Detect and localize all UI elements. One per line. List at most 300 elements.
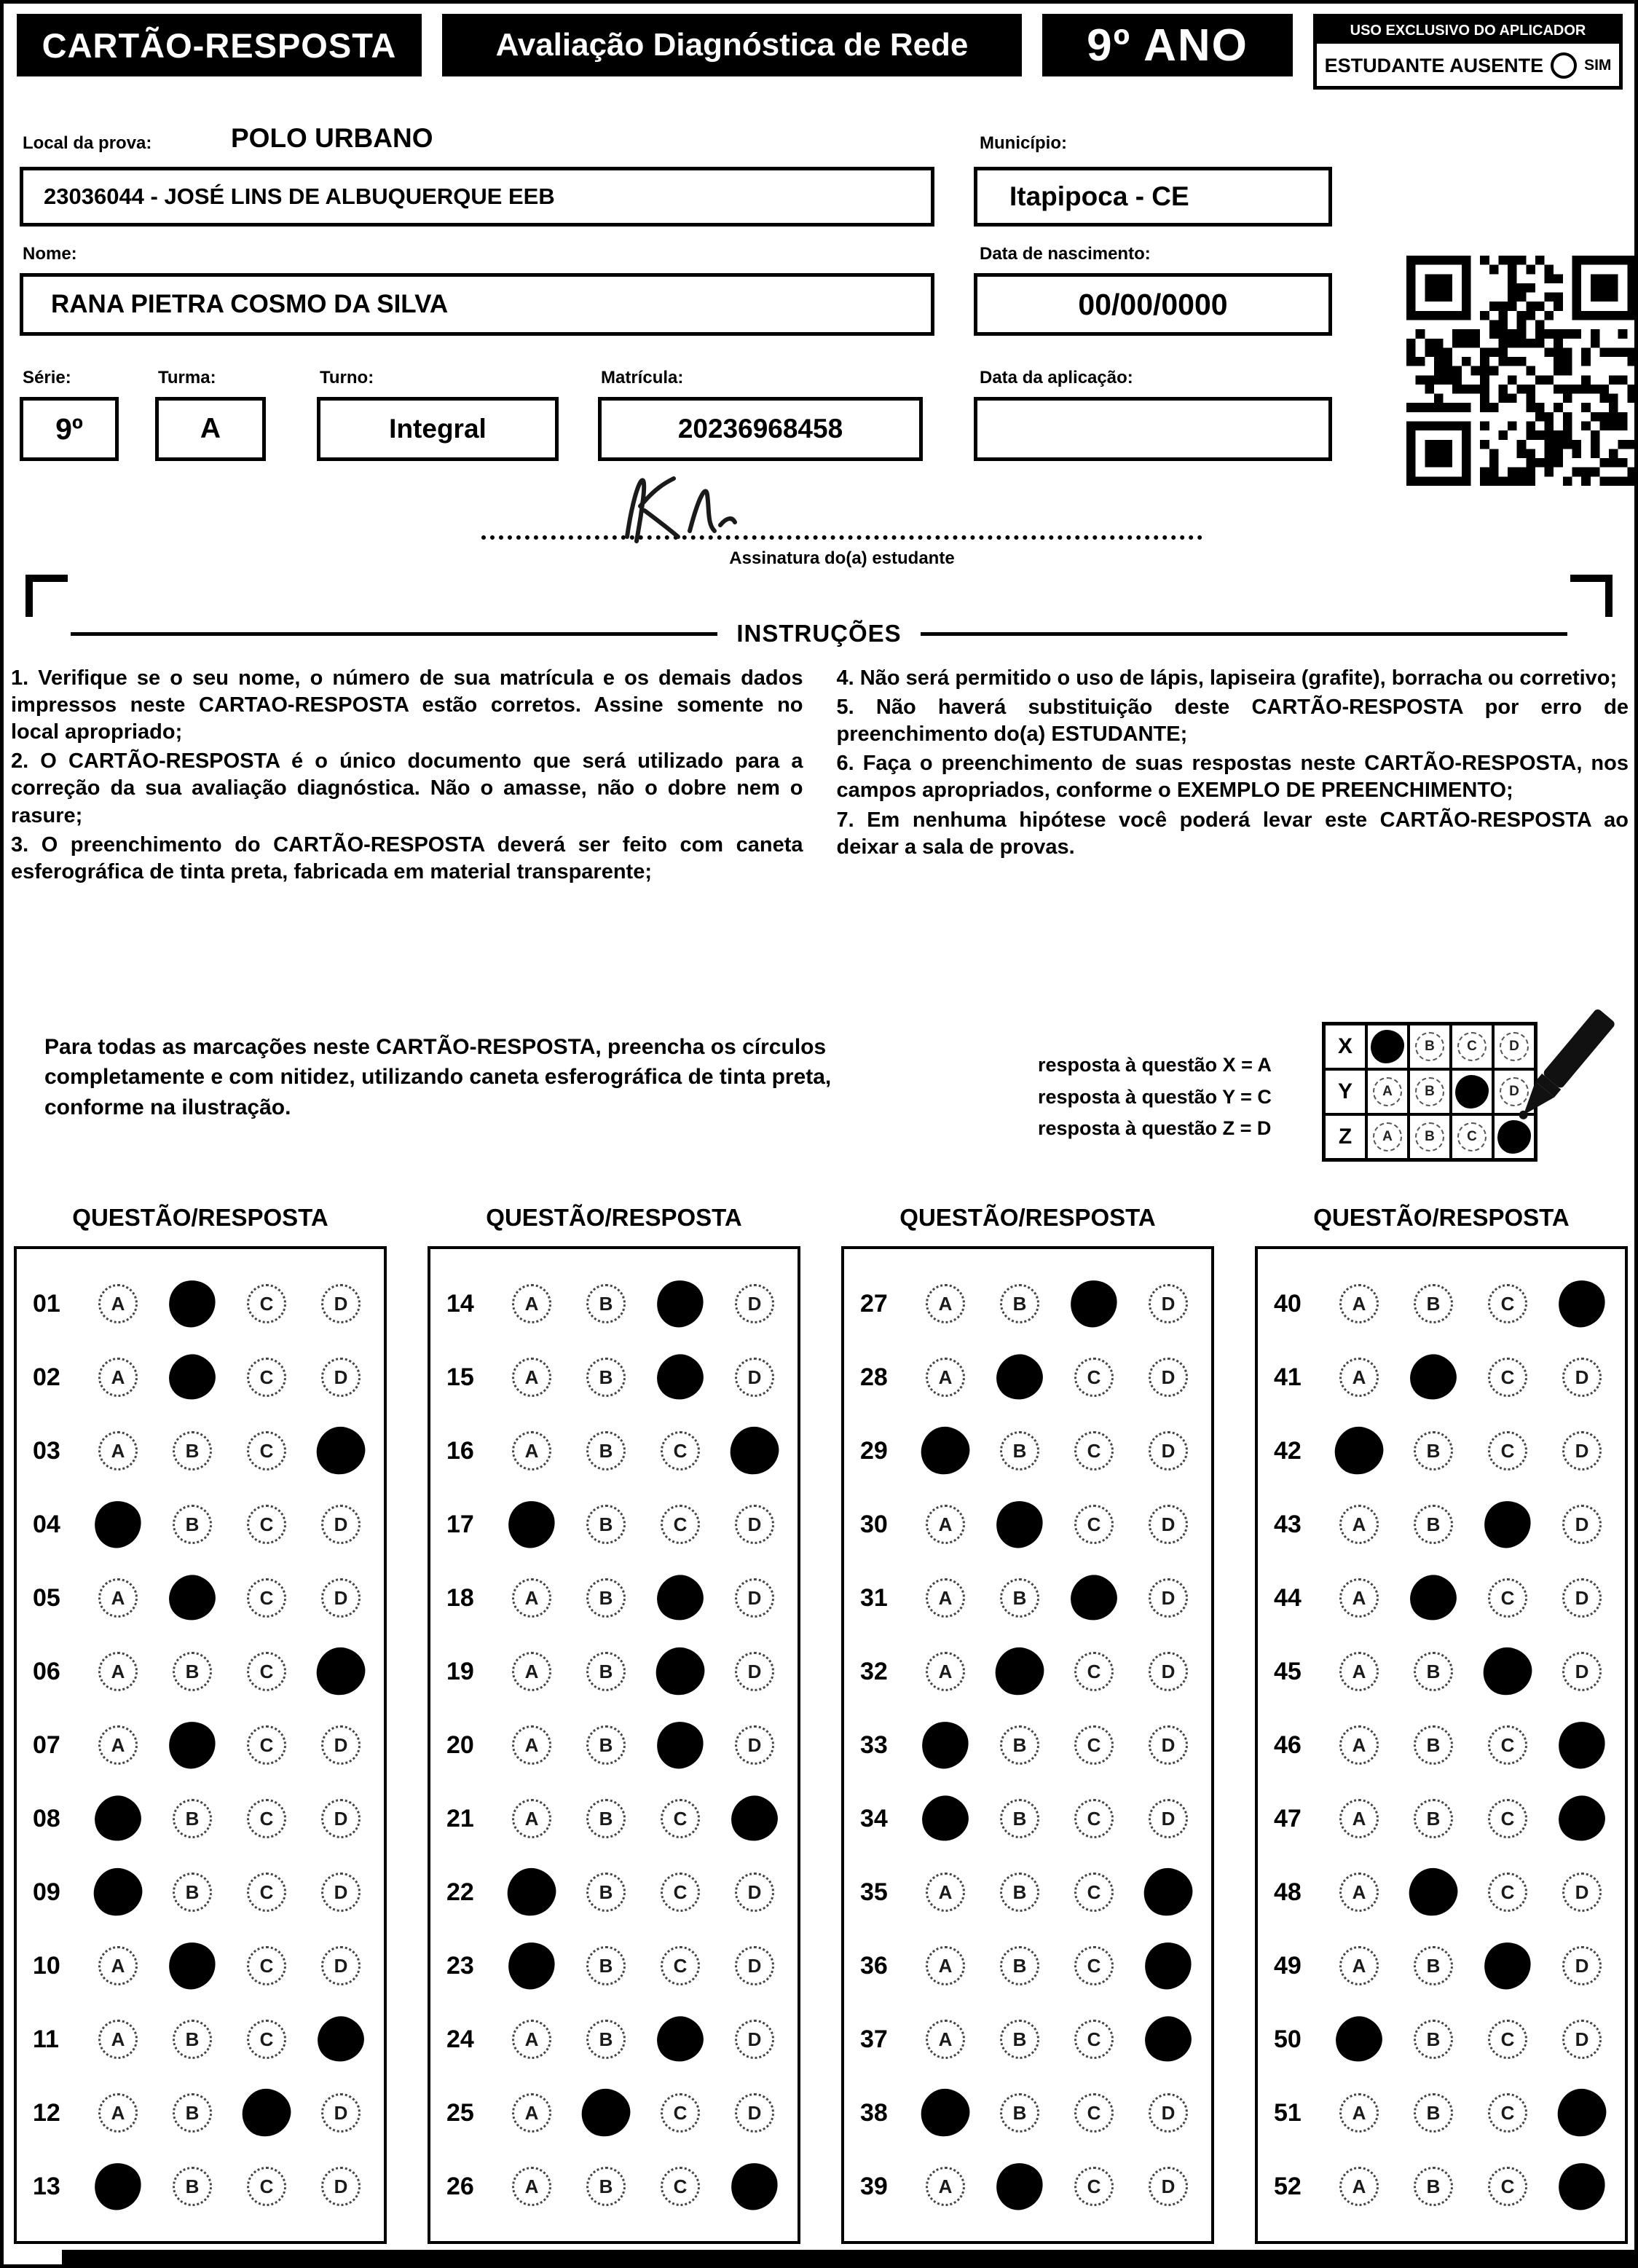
answer-bubble-d[interactable]: D [321,1505,361,1544]
answer-bubble-d[interactable]: D [321,2093,361,2133]
answer-bubble-c[interactable]: C [1074,2167,1114,2206]
answer-bubble-d[interactable]: D [321,1578,361,1618]
filled-bubble-a[interactable] [1329,2009,1390,2070]
turno-field[interactable]: Integral [317,397,559,461]
answer-slot-08-a [81,1794,155,1843]
filled-bubble-c[interactable] [237,2084,296,2142]
filled-bubble-a[interactable] [918,1718,972,1772]
answer-bubble-a[interactable]: A [926,2020,965,2059]
answer-slot-26-c [643,2162,717,2211]
nascimento-field[interactable]: 00/00/0000 [974,273,1332,336]
filled-bubble-d[interactable] [1555,2159,1609,2213]
answer-bubble-a[interactable]: A [1339,1578,1379,1618]
answer-bubble-b[interactable]: B [1414,1431,1453,1470]
question-row-29 [860,1426,1211,1476]
question-number: 10 [33,1951,60,1980]
answer-bubble-a[interactable]: A [98,1431,138,1470]
filled-bubble-b[interactable] [1403,1568,1464,1629]
answer-bubble-a[interactable]: A [1339,1799,1379,1838]
answer-bubble-d[interactable]: D [1562,1946,1602,1985]
answer-bubble-c[interactable]: C [247,2167,286,2206]
answer-bubble-b[interactable]: B [173,2093,212,2133]
answer-slot-36-d [1131,1941,1205,1991]
serie-field[interactable]: 9º [20,397,119,461]
answer-bubble-a[interactable]: A [512,1578,551,1618]
answer-bubble-a[interactable]: A [1339,1505,1379,1544]
answer-slot-21-d [717,1794,792,1843]
answer-bubble-c[interactable]: C [247,1284,286,1323]
answer-column-header: QUESTÃO/RESPOSTA [486,1204,742,1231]
filled-bubble-b[interactable] [165,1718,219,1772]
filled-bubble-d[interactable] [1138,2009,1199,2070]
answer-bubble-c[interactable]: C [1074,2020,1114,2059]
filled-bubble-c[interactable] [1064,1568,1125,1629]
answer-bubble-c[interactable]: C [661,1431,700,1470]
answer-bubble-b[interactable]: B [586,1284,626,1323]
answer-bubble-b[interactable]: B [173,1799,212,1838]
question-row-48 [1274,1867,1625,1917]
answer-bubble-a[interactable]: A [1339,2167,1379,2206]
question-number: 20 [446,1730,474,1759]
answer-bubble-a[interactable]: A [512,1799,551,1838]
answer-bubble-b[interactable]: B [1000,2093,1039,2133]
answer-bubble-b[interactable]: B [586,1946,626,1985]
question-row-21 [446,1794,798,1843]
answer-slot-52-d [1545,2162,1619,2211]
answer-bubble-d[interactable]: D [321,1799,361,1838]
answer-bubble-d[interactable]: D [1562,1505,1602,1544]
filled-bubble-a[interactable] [505,1497,559,1551]
answer-bubble-c[interactable]: C [247,1652,286,1691]
question-number: 15 [446,1363,474,1391]
answer-bubble-c[interactable]: C [1488,1725,1527,1765]
answer-bubble-b[interactable]: B [1414,1284,1453,1323]
answer-bubble-a[interactable]: A [926,1505,965,1544]
answer-bubble-a[interactable]: A [512,1358,551,1397]
answer-bubble-c[interactable]: C [1488,2020,1527,2059]
answer-bubble-a[interactable]: A [1339,1725,1379,1765]
answer-bubble-c[interactable]: C [661,2167,700,2206]
answer-slot-33-a [908,1720,983,1770]
answer-bubble-c[interactable]: C [247,1946,286,1985]
answer-bubble-d[interactable]: D [321,1358,361,1397]
answer-bubble-d[interactable]: D [321,1725,361,1765]
example-legend-line: resposta à questão X = A [1038,1054,1272,1076]
filled-bubble-c[interactable] [650,2009,711,2070]
answer-bubble-b[interactable]: B [1000,1873,1039,1912]
filled-bubble-d[interactable] [312,1642,370,1701]
answer-slot-41-b [1396,1352,1470,1402]
turma-field[interactable]: A [155,397,266,461]
answer-bubble-b[interactable]: B [1414,2093,1453,2133]
filled-bubble-a[interactable] [91,1497,145,1551]
filled-bubble-b[interactable] [577,2084,635,2142]
answer-slot-09-d [304,1867,378,1917]
answer-slot-03-c [229,1426,304,1476]
answer-bubble-a[interactable]: A [926,1284,965,1323]
filled-bubble-b[interactable] [1404,1863,1462,1921]
answer-bubble-d[interactable]: D [1149,1652,1188,1691]
filled-bubble-d[interactable] [1139,1863,1197,1921]
answer-slot-15-c [643,1352,717,1402]
question-row-37 [860,2015,1211,2064]
question-row-26 [446,2162,798,2211]
answer-bubble-a[interactable]: A [512,1431,551,1470]
answer-slot-49-a [1322,1941,1396,1991]
answer-slot-37-c [1057,2015,1131,2064]
answer-slot-02-b [155,1352,229,1402]
answer-bubble-c[interactable]: C [1488,1284,1527,1323]
filled-bubble-b[interactable] [991,1642,1049,1701]
answer-bubble-d[interactable]: D [1562,1358,1602,1397]
answer-bubble-c[interactable]: C [247,1505,286,1544]
filled-bubble-c[interactable] [1478,1642,1537,1701]
answer-slot-21-b [569,1794,643,1843]
answer-slot-17-b [569,1500,643,1549]
answer-bubble-c[interactable]: C [247,1358,286,1397]
answer-bubble-c[interactable]: C [661,1946,700,1985]
filled-bubble-d[interactable] [1553,2084,1611,2142]
answer-slot-50-b [1396,2015,1470,2064]
answer-bubble-a[interactable]: A [926,1578,965,1618]
answer-bubble-b[interactable]: B [586,1358,626,1397]
answer-bubble-a[interactable]: A [98,1725,138,1765]
municipio-label: Município: [980,133,1067,153]
answer-bubble-d[interactable]: D [321,1873,361,1912]
answer-bubble-d[interactable]: D [1562,2020,1602,2059]
filled-bubble-b[interactable] [1403,1347,1464,1408]
answer-bubble-b[interactable]: B [173,1652,212,1691]
answer-bubble-c[interactable]: C [1488,1578,1527,1618]
answer-bubble-a[interactable]: A [98,1358,138,1397]
filled-bubble-d[interactable] [1555,1277,1609,1331]
example-bubble: A [1373,1122,1402,1151]
answer-bubble-c[interactable]: C [1074,1652,1114,1691]
answer-slot-06-b [155,1647,229,1696]
answer-slot-43-b [1396,1500,1470,1549]
answer-slot-23-b [569,1941,643,1991]
answer-bubble-d[interactable]: D [1562,1873,1602,1912]
answer-bubble-c[interactable]: C [247,2020,286,2059]
answer-bubble-a[interactable]: A [1339,1873,1379,1912]
answer-bubble-b[interactable]: B [586,1652,626,1691]
answer-bubble-c[interactable]: C [661,1505,700,1544]
answer-slot-10-a [81,1941,155,1991]
answer-bubble-c[interactable]: C [1074,1799,1114,1838]
answer-bubble-a[interactable]: A [512,1284,551,1323]
filled-bubble-d[interactable] [1552,1789,1613,1849]
answer-bubble-b[interactable]: B [173,2167,212,2206]
answer-bubble-a[interactable]: A [98,1578,138,1618]
answer-bubble-c[interactable]: C [661,1873,700,1912]
answer-bubble-d[interactable]: D [1149,2167,1188,2206]
answer-bubble-d[interactable]: D [1149,1431,1188,1470]
question-row-03 [33,1426,384,1476]
answer-slot-34-b [983,1794,1057,1843]
filled-bubble-d[interactable] [1141,1939,1195,1993]
answer-slot-52-a [1322,2162,1396,2211]
answer-bubble-a[interactable]: A [926,1652,965,1691]
answer-bubble-a[interactable]: A [98,1284,138,1323]
answer-slot-23-d [717,1941,792,1991]
answer-bubble-b[interactable]: B [173,1873,212,1912]
answer-bubble-c[interactable]: C [1488,2093,1527,2133]
example-legend-line: resposta à questão Z = D [1038,1117,1272,1140]
filled-bubble-c[interactable] [650,1347,711,1408]
answer-grid [428,1246,800,2244]
answer-slot-05-b [155,1573,229,1623]
filled-bubble-d[interactable] [725,1789,785,1849]
answer-bubble-d[interactable]: D [735,1358,774,1397]
answer-bubble-b[interactable]: B [1000,1946,1039,1985]
answer-slot-21-a [495,1794,569,1843]
filled-bubble-a[interactable] [505,1939,559,1993]
nome-label: Nome: [23,244,77,264]
question-row-05 [33,1573,384,1623]
answer-bubble-b[interactable]: B [173,2020,212,2059]
question-number: 40 [1274,1289,1302,1318]
filled-bubble-c[interactable] [1067,1277,1121,1331]
filled-bubble-d[interactable] [1555,1718,1609,1772]
question-row-14 [446,1279,798,1328]
answer-slot-11-c [229,2015,304,2064]
answer-bubble-b[interactable]: B [1000,1799,1039,1838]
answer-bubble-a[interactable]: A [512,2167,551,2206]
answer-slot-20-a [495,1720,569,1770]
grade-badge: 9º ANO [1042,14,1293,76]
answer-bubble-b[interactable]: B [1414,1652,1453,1691]
answer-slot-39-d [1131,2162,1205,2211]
filled-bubble-c[interactable] [653,1718,707,1772]
answer-bubble-b[interactable]: B [1414,2167,1453,2206]
qr-code [1406,256,1637,486]
answer-bubble-d[interactable]: D [735,1505,774,1544]
instructions-body [11,665,1629,888]
answer-slot-08-c [229,1794,304,1843]
signature-line[interactable] [481,470,1202,540]
filled-bubble-c[interactable] [1481,1497,1535,1551]
answer-bubble-c[interactable]: C [1488,2167,1527,2206]
answer-slot-01-c [229,1279,304,1328]
answer-bubble-c[interactable]: C [247,1431,286,1470]
answer-slot-46-d [1545,1720,1619,1770]
question-number: 38 [860,2098,888,2127]
answer-slot-44-c [1470,1573,1545,1623]
answer-bubble-d[interactable]: D [735,1284,774,1323]
question-number: 14 [446,1289,474,1318]
filled-bubble-d[interactable] [312,1422,370,1480]
answer-slot-27-d [1131,1279,1205,1328]
question-number: 39 [860,2172,888,2200]
filled-bubble-c[interactable] [653,1277,707,1331]
answer-bubble-c[interactable]: C [247,1578,286,1618]
answer-bubble-c[interactable]: C [1074,1431,1114,1470]
answer-slot-49-d [1545,1941,1619,1991]
filled-bubble-c[interactable] [651,1642,709,1701]
filled-bubble-c[interactable] [1481,1939,1535,1993]
answer-bubble-c[interactable]: C [1488,1799,1527,1838]
answer-bubble-b[interactable]: B [586,1799,626,1838]
answer-bubble-b[interactable]: B [1000,2020,1039,2059]
question-row-44 [1274,1573,1625,1623]
answer-slot-28-a [908,1352,983,1402]
answer-bubble-d[interactable]: D [321,1284,361,1323]
answer-bubble-d[interactable]: D [735,1725,774,1765]
answer-slot-20-c [643,1720,717,1770]
answer-bubble-a[interactable]: A [98,1652,138,1691]
answer-bubble-d[interactable]: D [735,1946,774,1985]
filled-bubble-b[interactable] [990,1347,1050,1408]
answer-bubble-d[interactable]: D [1149,1284,1188,1323]
answer-bubble-c[interactable]: C [247,1873,286,1912]
filled-bubble-d[interactable] [728,2159,781,2213]
filled-bubble-b[interactable] [165,1939,219,1993]
answer-slot-13-d [304,2162,378,2211]
answer-bubble-c[interactable]: C [661,1799,700,1838]
answer-bubble-b[interactable]: B [1414,1725,1453,1765]
corner-mark-right [1570,575,1613,617]
answer-bubble-d[interactable]: D [1149,1725,1188,1765]
answer-bubble-c[interactable]: C [247,1725,286,1765]
filled-bubble-b[interactable] [162,1347,223,1408]
answer-bubble-b[interactable]: B [1414,2020,1453,2059]
answer-bubble-a[interactable]: A [512,1725,551,1765]
answer-bubble-b[interactable]: B [586,1578,626,1618]
answer-bubble-d[interactable]: D [321,1946,361,1985]
answer-bubble-c[interactable]: C [1488,1358,1527,1397]
answer-bubble-d[interactable]: D [1149,1505,1188,1544]
answer-slot-42-b [1396,1426,1470,1476]
answer-bubble-b[interactable]: B [586,2167,626,2206]
answer-bubble-a[interactable]: A [98,2020,138,2059]
absent-option-circle[interactable] [1551,52,1577,79]
answer-bubble-d[interactable]: D [735,1873,774,1912]
answer-bubble-a[interactable]: A [512,2093,551,2133]
answer-bubble-b[interactable]: B [1414,1505,1453,1544]
answer-bubble-c[interactable]: C [1488,1873,1527,1912]
filled-bubble-a[interactable] [503,1863,561,1921]
answer-bubble-a[interactable]: A [1339,1946,1379,1985]
municipio-field[interactable]: Itapipoca - CE [974,167,1332,227]
answer-slot-41-c [1470,1352,1545,1402]
filled-bubble-b[interactable] [165,1277,219,1331]
answer-bubble-a[interactable]: A [512,2020,551,2059]
answer-bubble-d[interactable]: D [735,1578,774,1618]
answer-bubble-b[interactable]: B [1000,1578,1039,1618]
answer-bubble-d[interactable]: D [735,2020,774,2059]
filled-bubble-a[interactable] [91,2159,145,2213]
answer-bubble-d[interactable]: D [1562,1431,1602,1470]
answer-bubble-d[interactable]: D [1149,1578,1188,1618]
question-number: 51 [1274,2098,1302,2127]
answer-bubble-c[interactable]: C [1074,1358,1114,1397]
answer-slot-40-a [1322,1279,1396,1328]
answer-slot-33-c [1057,1720,1131,1770]
filled-bubble-b[interactable] [993,1497,1047,1551]
answer-bubble-b[interactable]: B [586,1873,626,1912]
filled-bubble-a[interactable] [1330,1422,1388,1480]
filled-bubble-b[interactable] [993,2159,1047,2213]
filled-bubble-a[interactable] [916,1789,976,1849]
answer-slot-48-b [1396,1867,1470,1917]
example-legend [1038,1050,1272,1145]
answer-bubble-c[interactable]: C [1074,1946,1114,1985]
answer-slot-38-c [1057,2088,1131,2138]
answer-bubble-b[interactable]: B [1414,1946,1453,1985]
aplicacao-field[interactable] [974,397,1332,461]
answer-bubble-d[interactable]: D [1149,2093,1188,2133]
answer-bubble-c[interactable]: C [1074,2093,1114,2133]
answer-bubble-d[interactable]: D [735,2093,774,2133]
answer-bubble-a[interactable]: A [926,1358,965,1397]
filled-bubble-d[interactable] [725,1422,784,1480]
answer-bubble-b[interactable]: B [1000,1725,1039,1765]
answer-bubble-b[interactable]: B [173,1505,212,1544]
instruction-item: 4. Não será permitido o uso de lápis, lapiseira (grafite), borracha ou corretivo; [836,666,1618,690]
answer-bubble-a[interactable]: A [926,2167,965,2206]
answer-bubble-a[interactable]: A [1339,1284,1379,1323]
answer-bubble-a[interactable]: A [1339,2093,1379,2133]
answer-bubble-d[interactable]: D [321,2167,361,2206]
answer-bubble-d[interactable]: D [1149,1799,1188,1838]
filled-bubble-b[interactable] [162,1568,223,1629]
answer-bubble-a[interactable]: A [512,1652,551,1691]
question-row-25 [446,2088,798,2138]
answer-bubble-a[interactable]: A [98,2093,138,2133]
answer-bubble-b[interactable]: B [586,1431,626,1470]
answer-bubble-d[interactable]: D [735,1652,774,1691]
answer-bubble-b[interactable]: B [586,1725,626,1765]
answer-bubble-a[interactable]: A [1339,1652,1379,1691]
absent-label: ESTUDANTE AUSENTE [1324,54,1544,76]
answer-bubble-c[interactable]: C [1074,1725,1114,1765]
question-row-38 [860,2088,1211,2138]
answer-bubble-a[interactable]: A [98,1946,138,1985]
answer-bubble-c[interactable]: C [1074,1505,1114,1544]
filled-bubble-a[interactable] [916,2084,974,2142]
school-field[interactable]: 23036044 - JOSÉ LINS DE ALBUQUERQUE EEB [20,167,934,227]
answer-bubble-d[interactable]: D [1562,1652,1602,1691]
answer-bubble-b[interactable]: B [586,2020,626,2059]
nome-field[interactable]: RANA PIETRA COSMO DA SILVA [20,273,934,336]
answer-bubble-b[interactable]: B [1000,1431,1039,1470]
answer-bubble-b[interactable]: B [173,1431,212,1470]
answer-bubble-c[interactable]: C [247,1799,286,1838]
answer-bubble-a[interactable]: A [926,1946,965,1985]
answer-slot-29-c [1057,1426,1131,1476]
answer-bubble-c[interactable]: C [661,2093,700,2133]
question-row-39 [860,2162,1211,2211]
answer-bubble-b[interactable]: B [586,1505,626,1544]
question-row-46 [1274,1720,1625,1770]
answer-bubble-d[interactable]: D [1562,1578,1602,1618]
filled-bubble-a[interactable] [88,1789,149,1849]
answer-bubble-c[interactable]: C [1074,1873,1114,1912]
answer-slot-43-c [1470,1500,1545,1549]
filled-bubble-a[interactable] [916,1422,974,1480]
answer-section [14,1204,1628,2244]
answer-bubble-a[interactable]: A [926,1873,965,1912]
answer-bubble-c[interactable]: C [1488,1431,1527,1470]
filled-bubble-d[interactable] [311,2009,371,2070]
answer-bubble-d[interactable]: D [1149,1358,1188,1397]
filled-bubble-a[interactable] [89,1863,147,1921]
filled-bubble-c[interactable] [650,1568,711,1629]
answer-bubble-b[interactable]: B [1414,1799,1453,1838]
matricula-field[interactable]: 20236968458 [598,397,923,461]
answer-bubble-a[interactable]: A [1339,1358,1379,1397]
answer-bubble-b[interactable]: B [1000,1284,1039,1323]
